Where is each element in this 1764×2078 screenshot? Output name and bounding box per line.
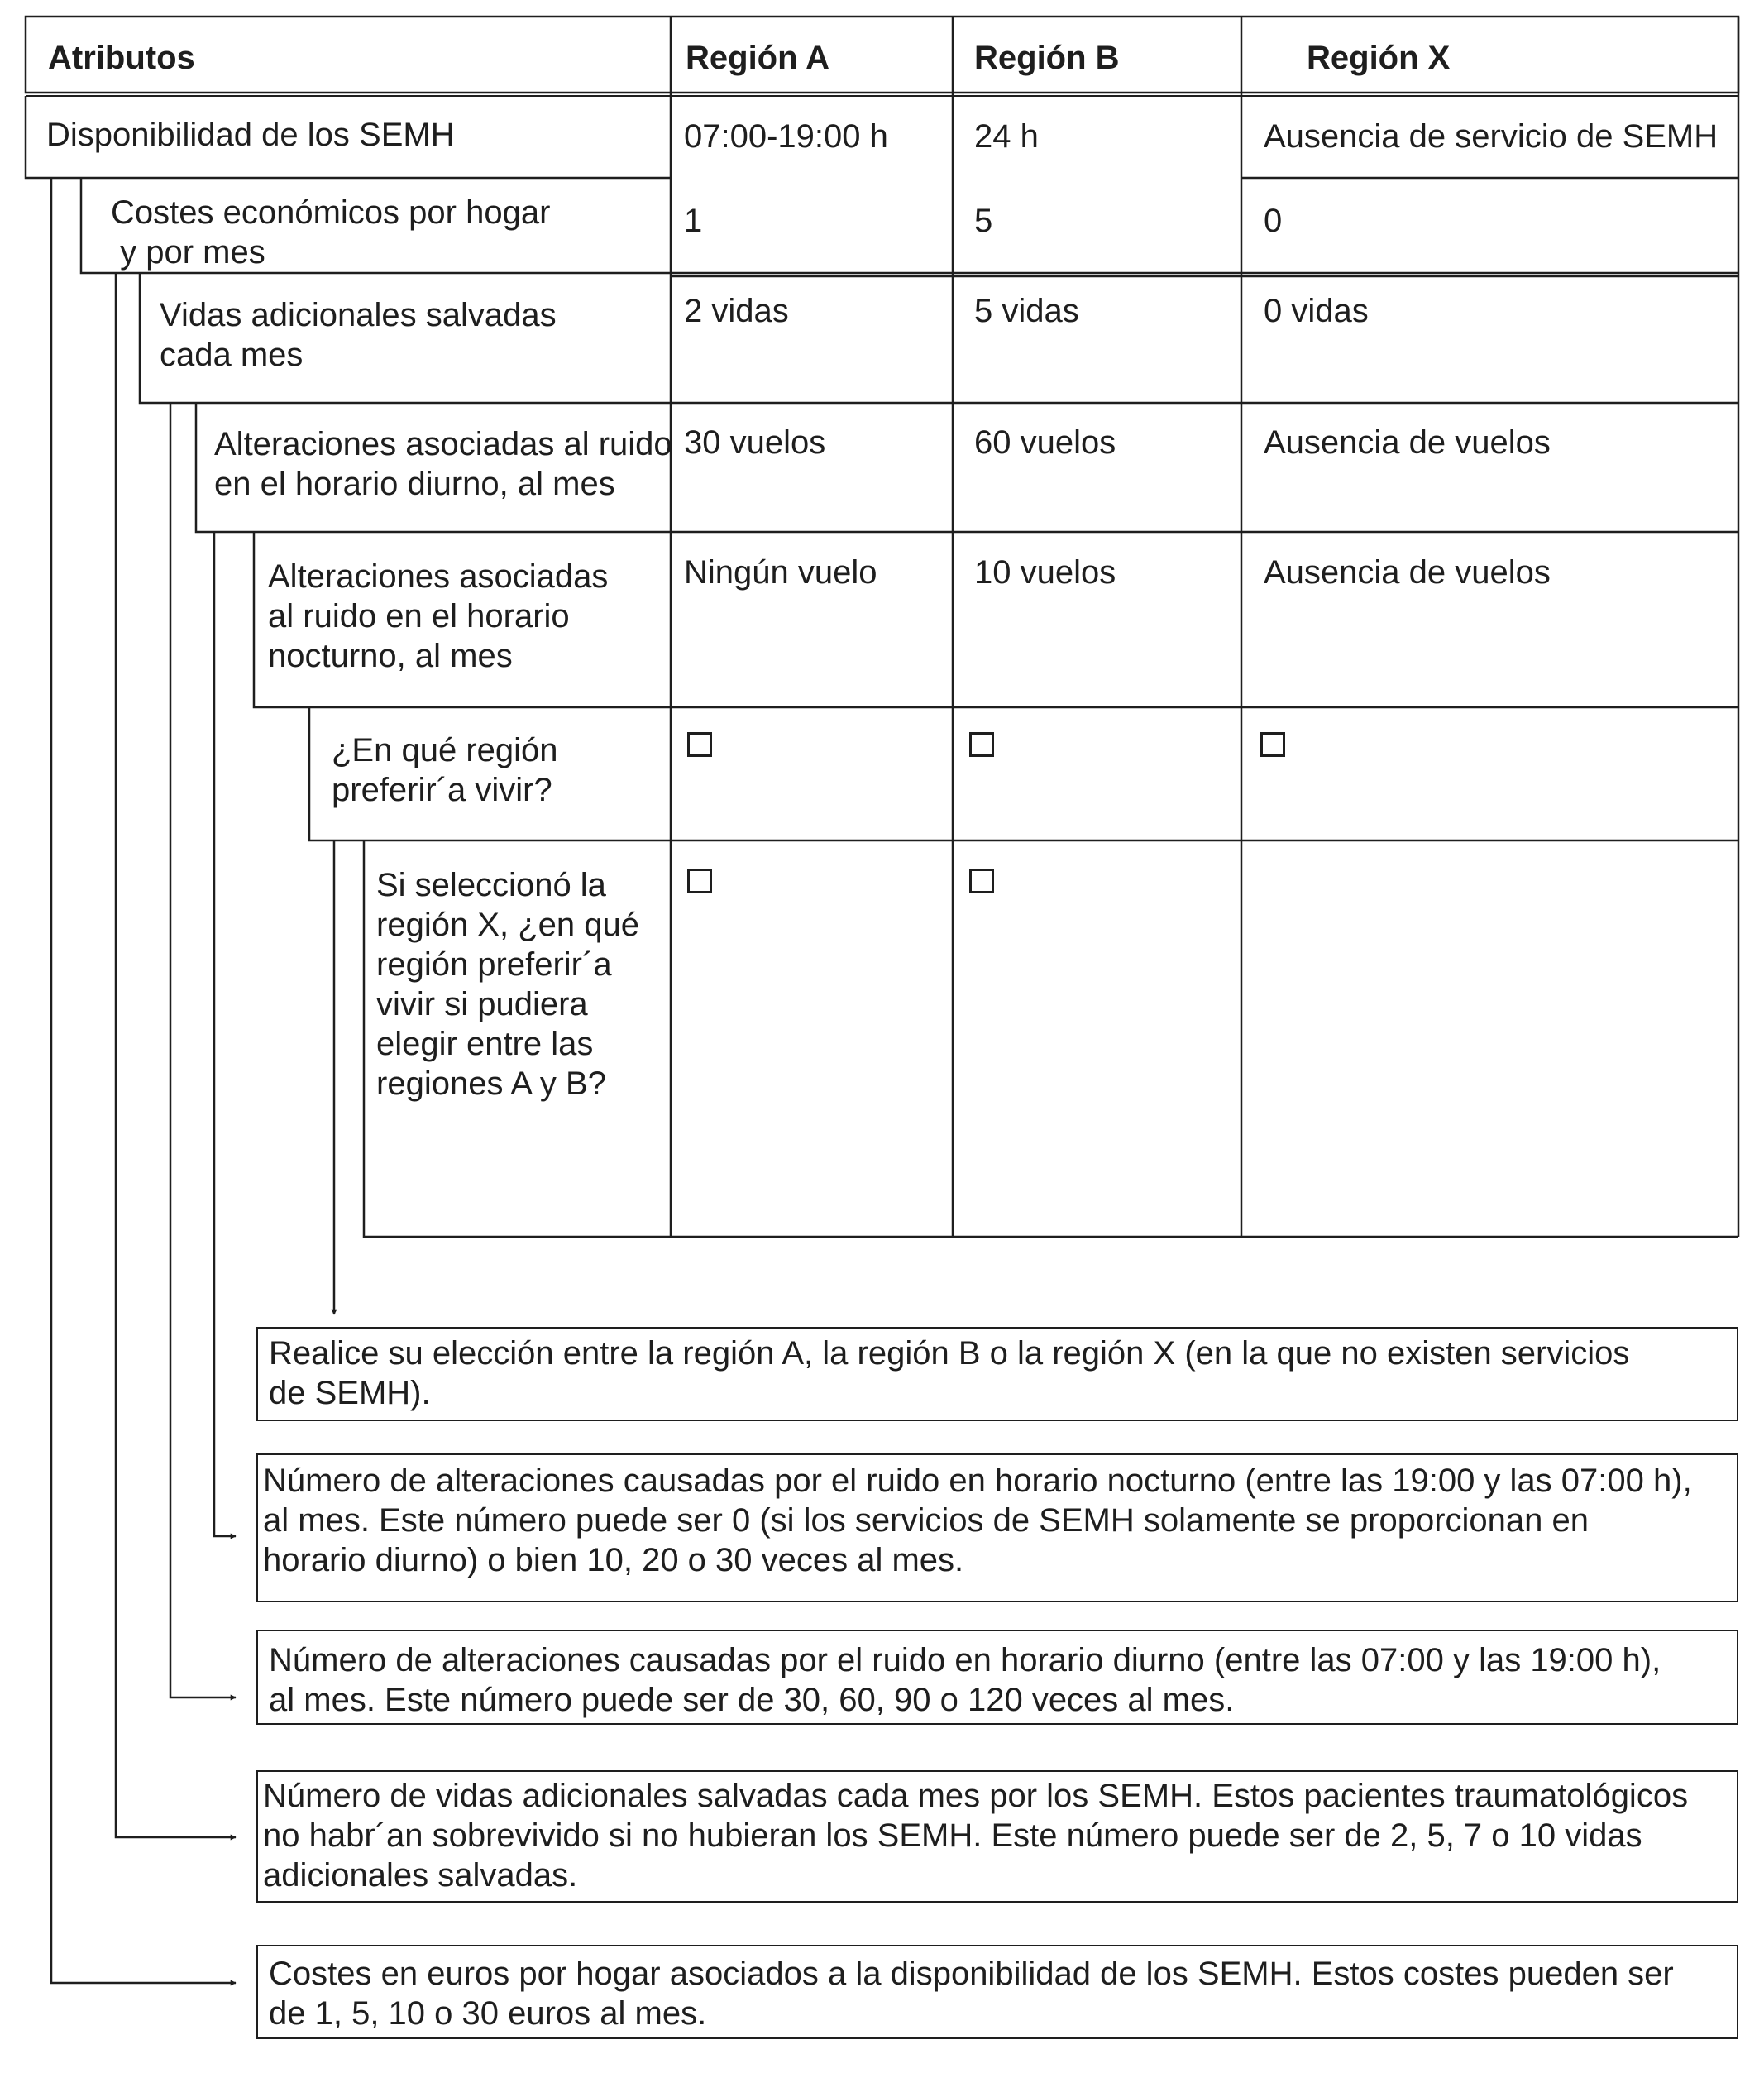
checkbox-segunda-region-b[interactable] <box>969 869 994 893</box>
header-region-b: Región B <box>974 40 1120 76</box>
row-label-preferencia: ¿En qué región preferir´a vivir? <box>332 732 558 808</box>
note-nocturno: Número de alteraciones causadas por el ruido en horario nocturno (entre las 19:00 y las 07:00 h), al mes. Este número puede ser 0 (si los servicios de SEMH solamente se proporcionan en horario diurno) o bien 10, 20 o 30 veces al mes. <box>263 1463 1692 1578</box>
cell-nocturno-x: Ausencia de vuelos <box>1264 554 1551 591</box>
cell-disponibilidad-b: 24 h <box>974 118 1039 155</box>
connector-arrow-nocturno <box>214 532 236 1536</box>
row-label-disponibilidad: Disponibilidad de los SEMH <box>46 117 455 153</box>
connector-arrow-vidas <box>116 273 236 1837</box>
cell-vidas-b: 5 vidas <box>974 293 1079 329</box>
cell-nocturno-a: Ningún vuelo <box>684 554 877 591</box>
cell-costes-x: 0 <box>1264 203 1283 239</box>
cell-disponibilidad-a: 07:00-19:00 h <box>684 118 888 155</box>
cell-nocturno-b: 10 vuelos <box>974 554 1116 591</box>
note-vidas: Número de vidas adicionales salvadas cada mes por los SEMH. Estos pacientes traumatológicos no habr´an sobrevivido si no hubieran los SEMH. Este número puede ser de 2, 5, 7 o 10 vidas adicionales salvadas. <box>263 1778 1689 1894</box>
cell-costes-a: 1 <box>684 203 703 239</box>
cell-diurno-x: Ausencia de vuelos <box>1264 424 1551 461</box>
checkbox-segunda-region-a[interactable] <box>687 869 712 893</box>
header-region-a: Región A <box>686 40 830 76</box>
header-attributes: Atributos <box>48 40 195 76</box>
checkbox-region-x[interactable] <box>1260 732 1285 757</box>
row-label-ruido-nocturno: Alteraciones asociadas al ruido en el horario nocturno, al mes <box>268 558 609 674</box>
cell-disponibilidad-x: Ausencia de servicio de SEMH <box>1264 118 1719 155</box>
note-diurno: Número de alteraciones causadas por el ruido en horario diurno (entre las 07:00 y las 19:00 h), al mes. Este número puede ser de 30, 60, 90 o 120 veces al mes. <box>269 1642 1661 1718</box>
note-costes: Costes en euros por hogar asociados a la disponibilidad de los SEMH. Estos costes pueden ser de 1, 5, 10 o 30 euros al mes. <box>269 1956 1674 2032</box>
header-region-x: Región X <box>1307 40 1451 76</box>
checkbox-region-a[interactable] <box>687 732 712 757</box>
note-eleccion: Realice su elección entre la región A, la región B o la región X (en la que no existen servicios de SEMH). <box>269 1335 1630 1411</box>
row-label-ruido-diurno: Alteraciones asociadas al ruido en el horario diurno, al mes <box>214 426 672 502</box>
row-label-costes: Costes económicos por hogar y por mes <box>111 194 551 271</box>
cell-costes-b: 5 <box>974 203 993 239</box>
row-label-vidas: Vidas adicionales salvadas cada mes <box>160 297 557 373</box>
cell-vidas-x: 0 vidas <box>1264 293 1369 329</box>
connector-arrow-diurno <box>170 403 236 1697</box>
row-label-segunda-eleccion: Si seleccionó la región X, ¿en qué región preferir´a vivir si pudiera elegir entre las regiones A y B? <box>376 867 639 1102</box>
connector-arrow-costes <box>51 178 236 1983</box>
cell-diurno-b: 60 vuelos <box>974 424 1116 461</box>
cell-diurno-a: 30 vuelos <box>684 424 826 461</box>
cell-vidas-a: 2 vidas <box>684 293 789 329</box>
header-row <box>26 17 1738 93</box>
checkbox-region-b[interactable] <box>969 732 994 757</box>
